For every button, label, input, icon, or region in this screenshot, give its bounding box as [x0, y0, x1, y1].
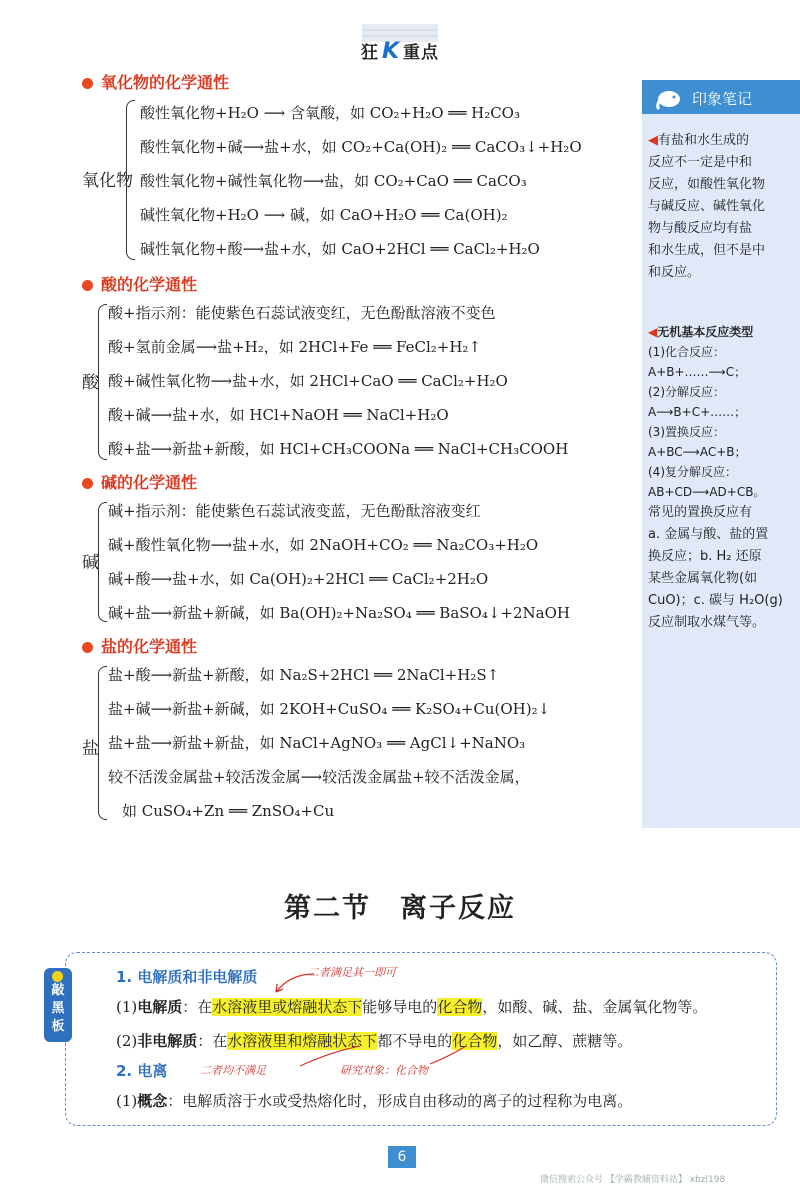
header-title: 狂 K 重点	[360, 39, 440, 64]
group-label-oxide: 氧化物	[82, 171, 133, 191]
group-label-base: 碱	[82, 553, 99, 573]
base-line: 碱+盐⟶新盐+新碱，如 Ba(OH)₂+Na₂SO₄ ══ BaSO₄↓+2NaOH	[108, 604, 570, 622]
text: 都不导电的	[377, 1032, 453, 1050]
item-number: (2)	[116, 1032, 138, 1050]
group-label-salt: 盐	[82, 739, 99, 759]
highlight: 水溶液里或熔融状态下	[212, 998, 363, 1016]
section-title-salt: 盐的化学通性	[82, 634, 197, 657]
section-title-base: 碱的化学通性	[82, 470, 197, 493]
elephant-icon	[654, 84, 684, 110]
handwritten-note: 二者均不满足	[200, 1064, 266, 1077]
bracket-salt	[98, 666, 107, 820]
bracket-oxide	[126, 100, 135, 260]
group-label-acid: 酸	[82, 373, 99, 393]
text: ：在	[197, 1032, 228, 1050]
board-line-3	[116, 1090, 632, 1111]
base-lines	[108, 494, 570, 630]
salt-line: 较不活泼金属盐+较活泼金属⟶较活泼金属盐+较不活泼金属，	[108, 768, 530, 786]
handwritten-arrow-icon	[270, 970, 318, 996]
acid-line: 酸+盐⟶新盐+新酸，如 HCl+CH₃COONa ══ NaCl+CH₃COOH	[108, 440, 569, 458]
acid-lines	[108, 296, 568, 466]
text: ，如乙醇、蔗糖等。	[497, 1032, 633, 1050]
section-title-acid: 酸的化学通性	[82, 272, 197, 295]
sidebar-header	[642, 80, 800, 114]
note-line: (1)化合反应：	[648, 345, 725, 359]
salt-line: 盐+盐⟶新盐+新盐，如 NaCl+AgNO₃ ══ AgCl↓+NaNO₃	[108, 734, 526, 752]
chapter-title: 第二节 离子反应	[284, 893, 516, 924]
term: 电解质	[137, 998, 183, 1016]
text: ：在	[182, 998, 213, 1016]
base-line: 碱+指示剂：能使紫色石蕊试液变蓝，无色酚酞溶液变红	[108, 502, 481, 520]
sidebar-note-1	[648, 130, 796, 284]
note-line: AB+CD⟶AD+CB。	[648, 485, 766, 499]
board-heading-1: 1. 电解质和非电解质	[116, 968, 258, 986]
note-line: (2)分解反应：	[648, 385, 725, 399]
section-title-oxide: 氧化物的化学通性	[82, 70, 229, 93]
highlight: 化合物	[437, 998, 483, 1016]
acid-line: 酸+碱性氧化物⟶盐+水，如 2HCl+CaO ══ CaCl₂+H₂O	[108, 372, 508, 390]
salt-line: 如 CuSO₄+Zn ══ ZnSO₄+Cu	[122, 802, 335, 820]
term: 非电解质	[137, 1032, 198, 1050]
bracket-base	[98, 502, 107, 622]
note-line: 和反应。	[648, 265, 701, 280]
board-tab	[44, 968, 72, 1042]
oxide-line: 酸性氧化物+H₂O ⟶ 含氧酸，如 CO₂+H₂O ══ H₂CO₃	[140, 104, 520, 122]
note-line: (4)复分解反应：	[648, 465, 737, 479]
note-line: 与碱反应、碱性氧化	[648, 199, 766, 214]
oxide-line: 碱性氧化物+H₂O ⟶ 碱，如 CaO+H₂O ══ Ca(OH)₂	[140, 206, 508, 224]
note-line: 换反应；b. H₂ 还原	[648, 549, 762, 564]
handwritten-note: 研究对象：化合物	[340, 1064, 428, 1077]
tab-char: 敲	[51, 983, 65, 998]
oxide-lines	[140, 96, 582, 266]
note-line: 反应不一定是中和	[648, 155, 753, 170]
note-line: A⟶B+C+……；	[648, 405, 747, 419]
base-line: 碱+酸⟶盐+水，如 Ca(OH)₂+2HCl ══ CaCl₂+2H₂O	[108, 570, 489, 588]
salt-lines	[108, 658, 550, 828]
item-number: (1)	[116, 998, 138, 1016]
acid-line: 酸+碱⟶盐+水，如 HCl+NaOH ══ NaCl+H₂O	[108, 406, 449, 424]
term: 概念	[137, 1092, 168, 1110]
item-number: (1)	[116, 1092, 138, 1110]
salt-line: 盐+碱⟶新盐+新碱，如 2KOH+CuSO₄ ══ K₂SO₄+Cu(OH)₂↓	[108, 700, 551, 718]
text: ：电解质溶于水或受热熔化时，形成自由移动的离子的过程称为电离。	[167, 1092, 633, 1110]
note-line: 某些金属氧化物(如	[648, 571, 758, 586]
note-line: a. 金属与酸、盐的置	[648, 527, 769, 542]
acid-line: 酸+氢前金属⟶盐+H₂，如 2HCl+Fe ══ FeCl₂+H₂↑	[108, 338, 482, 356]
watermark: 微信搜索公众号 【学霸教辅资料站】 xbzl198	[540, 1175, 726, 1185]
note-line: 和水生成，但不是中	[648, 243, 766, 258]
oxide-line: 酸性氧化物+碱⟶盐+水，如 CO₂+Ca(OH)₂ ══ CaCO₃↓+H₂O	[140, 138, 582, 156]
red-triangle-icon: ◀	[648, 325, 658, 339]
tab-char: 板	[51, 1019, 65, 1034]
yellow-dot-icon	[52, 971, 63, 982]
text: 能够导电的	[362, 998, 438, 1016]
oxide-line: 碱性氧化物+酸⟶盐+水，如 CaO+2HCl ══ CaCl₂+H₂O	[140, 240, 540, 258]
handwritten-note: 二者满足其一即可	[308, 966, 396, 979]
red-triangle-icon: ◀	[648, 133, 658, 148]
tab-char: 黑	[51, 1001, 65, 1016]
bracket-acid	[98, 304, 107, 460]
salt-line: 盐+酸⟶新盐+新酸，如 Na₂S+2HCl ══ 2NaCl+H₂S↑	[108, 666, 500, 684]
note-line: 常见的置换反应有	[648, 505, 753, 520]
note-line: 物与酸反应均有盐	[648, 221, 753, 236]
highlight: 水溶液里和熔融状态下	[227, 1032, 378, 1050]
acid-line: 酸+指示剂：能使紫色石蕊试液变红，无色酚酞溶液不变色	[108, 304, 496, 322]
note-line: 有盐和水生成的	[658, 133, 750, 148]
note-line: 反应制取水煤气等。	[648, 615, 766, 630]
note-line: (3)置换反应：	[648, 425, 725, 439]
page-number: 6	[388, 1146, 416, 1168]
note-line: A+B+……⟶C；	[648, 365, 747, 379]
oxide-line: 酸性氧化物+碱性氧化物⟶盐，如 CO₂+CaO ══ CaCO₃	[140, 172, 527, 190]
base-line: 碱+酸性氧化物⟶盐+水，如 2NaOH+CO₂ ══ Na₂CO₃+H₂O	[108, 536, 539, 554]
note-line: A+BC⟶AC+B；	[648, 445, 747, 459]
board-heading-2: 2. 电离	[116, 1062, 168, 1080]
text: ，如酸、碱、盐、金属氧化物等。	[482, 998, 708, 1016]
note-line: CuO)；c. 碳与 H₂O(g)	[648, 593, 783, 608]
board-line-1	[116, 996, 707, 1017]
highlight: 化合物	[452, 1032, 498, 1050]
sidebar-note-2	[648, 322, 796, 634]
note-line: 反应，如酸性氧化物	[648, 177, 766, 192]
page-header	[300, 24, 500, 74]
note2-title: 无机基本反应类型	[657, 325, 754, 339]
sidebar-title: 印象笔记	[692, 90, 753, 108]
